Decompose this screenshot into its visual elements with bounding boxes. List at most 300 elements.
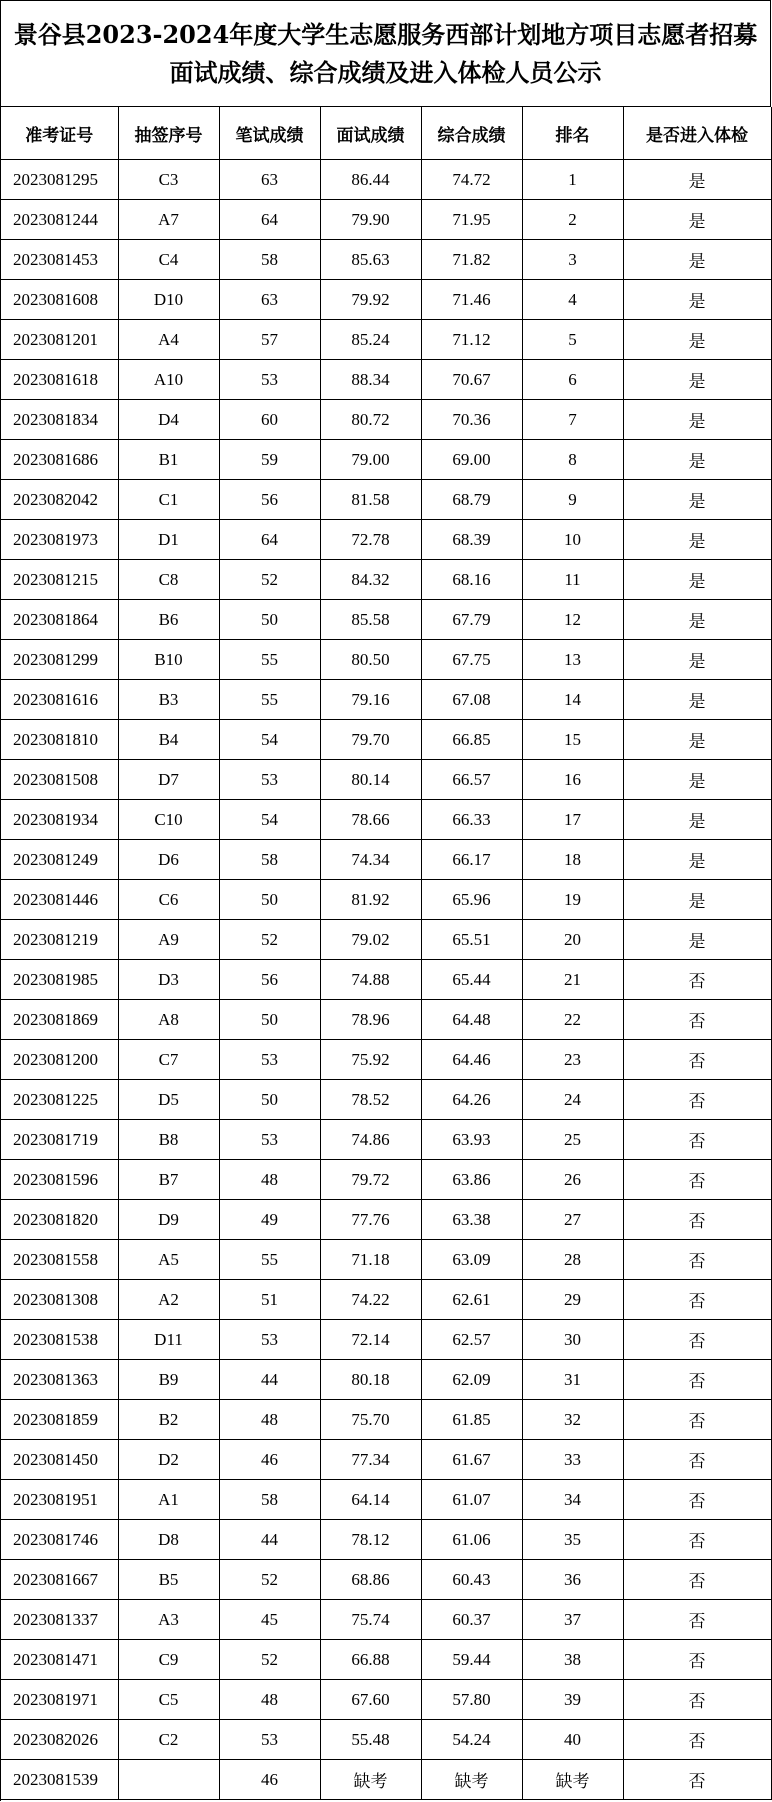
draw-number-cell: A10 (118, 360, 219, 400)
header-interview-score: 面试成绩 (320, 107, 421, 160)
total-score-cell: 64.46 (421, 1040, 522, 1080)
interview-score-cell: 78.52 (320, 1080, 421, 1120)
rank-cell: 31 (522, 1360, 623, 1400)
rank-cell: 27 (522, 1200, 623, 1240)
written-score-cell: 58 (219, 1480, 320, 1520)
rank-cell: 34 (522, 1480, 623, 1520)
exam-id-cell: 2023081608 (1, 280, 118, 320)
table-row (1, 1120, 771, 1160)
exam-id-cell: 2023081299 (1, 640, 118, 680)
total-score-cell: 60.37 (421, 1600, 522, 1640)
medical-check-cell: 是 (623, 360, 771, 400)
written-score-cell: 52 (219, 1560, 320, 1600)
interview-score-cell: 79.70 (320, 720, 421, 760)
draw-number-cell: D7 (118, 760, 219, 800)
written-score-cell: 48 (219, 1680, 320, 1720)
table-row (1, 1040, 771, 1080)
written-score-cell: 46 (219, 1440, 320, 1480)
total-score-cell: 62.09 (421, 1360, 522, 1400)
exam-id-cell: 2023081363 (1, 1360, 118, 1400)
total-score-cell: 66.85 (421, 720, 522, 760)
total-score-cell: 62.57 (421, 1320, 522, 1360)
medical-check-cell: 否 (623, 960, 771, 1000)
total-score-cell: 64.48 (421, 1000, 522, 1040)
draw-number-cell: D2 (118, 1440, 219, 1480)
exam-id-cell: 2023081244 (1, 200, 118, 240)
draw-number-cell: D10 (118, 280, 219, 320)
interview-score-cell: 66.88 (320, 1640, 421, 1680)
total-score-cell: 61.06 (421, 1520, 522, 1560)
header-exam-id: 准考证号 (1, 107, 118, 160)
total-score-cell: 64.26 (421, 1080, 522, 1120)
header-rank: 排名 (522, 107, 623, 160)
table-row (1, 1200, 771, 1240)
exam-id-cell: 2023082042 (1, 480, 118, 520)
interview-score-cell: 81.92 (320, 880, 421, 920)
interview-score-cell: 79.00 (320, 440, 421, 480)
table-row (1, 1640, 771, 1680)
medical-check-cell: 是 (623, 680, 771, 720)
written-score-cell: 53 (219, 1720, 320, 1760)
draw-number-cell: B9 (118, 1360, 219, 1400)
medical-check-cell: 否 (623, 1720, 771, 1760)
table-row (1, 1160, 771, 1200)
medical-check-cell: 否 (623, 1160, 771, 1200)
rank-cell: 10 (522, 520, 623, 560)
header-written-score: 笔试成绩 (219, 107, 320, 160)
medical-check-cell: 否 (623, 1240, 771, 1280)
written-score-cell: 57 (219, 320, 320, 360)
rank-cell: 13 (522, 640, 623, 680)
rank-cell: 20 (522, 920, 623, 960)
draw-number-cell: D3 (118, 960, 219, 1000)
exam-id-cell: 2023081934 (1, 800, 118, 840)
table-row (1, 240, 771, 280)
rank-cell: 15 (522, 720, 623, 760)
table-row (1, 400, 771, 440)
draw-number-cell: B6 (118, 600, 219, 640)
medical-check-cell: 否 (623, 1080, 771, 1120)
rank-cell: 14 (522, 680, 623, 720)
total-score-cell: 65.96 (421, 880, 522, 920)
exam-id-cell: 2023081219 (1, 920, 118, 960)
medical-check-cell: 否 (623, 1520, 771, 1560)
total-score-cell: 66.33 (421, 800, 522, 840)
total-score-cell: 62.61 (421, 1280, 522, 1320)
rank-cell: 11 (522, 560, 623, 600)
table-row (1, 1240, 771, 1280)
total-score-cell: 61.85 (421, 1400, 522, 1440)
medical-check-cell: 是 (623, 320, 771, 360)
interview-score-cell: 78.66 (320, 800, 421, 840)
written-score-cell: 53 (219, 1040, 320, 1080)
interview-score-cell: 80.50 (320, 640, 421, 680)
written-score-cell: 53 (219, 1320, 320, 1360)
medical-check-cell: 是 (623, 280, 771, 320)
written-score-cell: 52 (219, 560, 320, 600)
interview-score-cell: 74.88 (320, 960, 421, 1000)
interview-score-cell: 79.92 (320, 280, 421, 320)
interview-score-cell: 77.76 (320, 1200, 421, 1240)
written-score-cell: 48 (219, 1400, 320, 1440)
rank-cell: 25 (522, 1120, 623, 1160)
table-row (1, 1080, 771, 1120)
exam-id-cell: 2023081539 (1, 1760, 118, 1800)
exam-id-cell: 2023081596 (1, 1160, 118, 1200)
exam-id-cell: 2023081308 (1, 1280, 118, 1320)
interview-score-cell: 55.48 (320, 1720, 421, 1760)
rank-cell: 18 (522, 840, 623, 880)
total-score-cell: 67.08 (421, 680, 522, 720)
draw-number-cell: C7 (118, 1040, 219, 1080)
rank-cell: 4 (522, 280, 623, 320)
medical-check-cell: 是 (623, 400, 771, 440)
rank-cell: 36 (522, 1560, 623, 1600)
medical-check-cell: 是 (623, 840, 771, 880)
table-row (1, 760, 771, 800)
total-score-cell: 70.36 (421, 400, 522, 440)
table-row (1, 360, 771, 400)
written-score-cell: 64 (219, 520, 320, 560)
draw-number-cell: D5 (118, 1080, 219, 1120)
written-score-cell: 53 (219, 1120, 320, 1160)
table-row (1, 720, 771, 760)
exam-id-cell: 2023081337 (1, 1600, 118, 1640)
medical-check-cell: 否 (623, 1040, 771, 1080)
interview-score-cell: 74.22 (320, 1280, 421, 1320)
draw-number-cell: A9 (118, 920, 219, 960)
table-row (1, 560, 771, 600)
rank-cell: 39 (522, 1680, 623, 1720)
medical-check-cell: 否 (623, 1320, 771, 1360)
rank-cell: 40 (522, 1720, 623, 1760)
draw-number-cell: C10 (118, 800, 219, 840)
interview-score-cell: 77.34 (320, 1440, 421, 1480)
written-score-cell: 50 (219, 600, 320, 640)
draw-number-cell: B7 (118, 1160, 219, 1200)
medical-check-cell: 否 (623, 1480, 771, 1520)
rank-cell: 9 (522, 480, 623, 520)
table-header (1, 107, 771, 160)
draw-number-cell: D8 (118, 1520, 219, 1560)
draw-number-cell: A3 (118, 1600, 219, 1640)
interview-score-cell: 72.14 (320, 1320, 421, 1360)
interview-score-cell: 85.24 (320, 320, 421, 360)
draw-number-cell: A1 (118, 1480, 219, 1520)
rank-cell: 32 (522, 1400, 623, 1440)
written-score-cell: 59 (219, 440, 320, 480)
interview-score-cell: 86.44 (320, 160, 421, 200)
interview-score-cell: 71.18 (320, 1240, 421, 1280)
interview-score-cell: 79.02 (320, 920, 421, 960)
total-score-cell: 68.79 (421, 480, 522, 520)
medical-check-cell: 是 (623, 880, 771, 920)
interview-score-cell: 80.18 (320, 1360, 421, 1400)
exam-id-cell: 2023081686 (1, 440, 118, 480)
total-score-cell: 66.57 (421, 760, 522, 800)
interview-score-cell: 68.86 (320, 1560, 421, 1600)
draw-number-cell: B8 (118, 1120, 219, 1160)
table-row (1, 160, 771, 200)
medical-check-cell: 是 (623, 200, 771, 240)
table-row (1, 1680, 771, 1720)
exam-id-cell: 2023081971 (1, 1680, 118, 1720)
rank-cell: 2 (522, 200, 623, 240)
rank-cell: 35 (522, 1520, 623, 1560)
total-score-cell: 61.07 (421, 1480, 522, 1520)
exam-id-cell: 2023081453 (1, 240, 118, 280)
medical-check-cell: 否 (623, 1360, 771, 1400)
exam-id-cell: 2023081201 (1, 320, 118, 360)
interview-score-cell: 85.63 (320, 240, 421, 280)
medical-check-cell: 否 (623, 1440, 771, 1480)
exam-id-cell: 2023081820 (1, 1200, 118, 1240)
total-score-cell: 68.16 (421, 560, 522, 600)
written-score-cell: 63 (219, 280, 320, 320)
rank-cell: 16 (522, 760, 623, 800)
draw-number-cell (118, 1760, 219, 1800)
table-row (1, 1320, 771, 1360)
draw-number-cell: D1 (118, 520, 219, 560)
rank-cell: 8 (522, 440, 623, 480)
rank-cell: 38 (522, 1640, 623, 1680)
draw-number-cell: D11 (118, 1320, 219, 1360)
total-score-cell: 63.09 (421, 1240, 522, 1280)
total-score-cell: 缺考 (421, 1760, 522, 1800)
exam-id-cell: 2023081446 (1, 880, 118, 920)
medical-check-cell: 否 (623, 1120, 771, 1160)
exam-id-cell: 2023081869 (1, 1000, 118, 1040)
total-score-cell: 71.46 (421, 280, 522, 320)
table-row (1, 1760, 771, 1800)
medical-check-cell: 是 (623, 720, 771, 760)
exam-id-cell: 2023081249 (1, 840, 118, 880)
rank-cell: 缺考 (522, 1760, 623, 1800)
rank-cell: 30 (522, 1320, 623, 1360)
draw-number-cell: D4 (118, 400, 219, 440)
written-score-cell: 53 (219, 760, 320, 800)
written-score-cell: 48 (219, 1160, 320, 1200)
draw-number-cell: D6 (118, 840, 219, 880)
header-medical-check: 是否进入体检 (623, 107, 771, 160)
exam-id-cell: 2023081834 (1, 400, 118, 440)
medical-check-cell: 是 (623, 240, 771, 280)
rank-cell: 3 (522, 240, 623, 280)
table-row (1, 680, 771, 720)
total-score-cell: 74.72 (421, 160, 522, 200)
exam-id-cell: 2023081864 (1, 600, 118, 640)
total-score-cell: 71.95 (421, 200, 522, 240)
written-score-cell: 60 (219, 400, 320, 440)
table-row (1, 800, 771, 840)
table-row (1, 440, 771, 480)
table-body (1, 160, 771, 1800)
medical-check-cell: 是 (623, 160, 771, 200)
total-score-cell: 67.75 (421, 640, 522, 680)
exam-id-cell: 2023081471 (1, 1640, 118, 1680)
written-score-cell: 63 (219, 160, 320, 200)
total-score-cell: 65.51 (421, 920, 522, 960)
interview-score-cell: 84.32 (320, 560, 421, 600)
total-score-cell: 63.38 (421, 1200, 522, 1240)
interview-score-cell: 79.72 (320, 1160, 421, 1200)
total-score-cell: 66.17 (421, 840, 522, 880)
written-score-cell: 58 (219, 840, 320, 880)
medical-check-cell: 是 (623, 440, 771, 480)
rank-cell: 33 (522, 1440, 623, 1480)
header-total-score: 综合成绩 (421, 107, 522, 160)
interview-score-cell: 75.70 (320, 1400, 421, 1440)
rank-cell: 29 (522, 1280, 623, 1320)
medical-check-cell: 是 (623, 800, 771, 840)
total-score-cell: 59.44 (421, 1640, 522, 1680)
written-score-cell: 52 (219, 1640, 320, 1680)
header-row (1, 107, 771, 160)
medical-check-cell: 否 (623, 1000, 771, 1040)
exam-id-cell: 2023081618 (1, 360, 118, 400)
header-draw-number: 抽签序号 (118, 107, 219, 160)
table-row (1, 840, 771, 880)
total-score-cell: 71.12 (421, 320, 522, 360)
table-row (1, 1720, 771, 1760)
exam-id-cell: 2023081450 (1, 1440, 118, 1480)
draw-number-cell: B1 (118, 440, 219, 480)
exam-id-cell: 2023081667 (1, 1560, 118, 1600)
draw-number-cell: B4 (118, 720, 219, 760)
written-score-cell: 52 (219, 920, 320, 960)
interview-score-cell: 78.12 (320, 1520, 421, 1560)
medical-check-cell: 否 (623, 1600, 771, 1640)
total-score-cell: 71.82 (421, 240, 522, 280)
draw-number-cell: C9 (118, 1640, 219, 1680)
exam-id-cell: 2023081215 (1, 560, 118, 600)
draw-number-cell: C3 (118, 160, 219, 200)
exam-id-cell: 2023082026 (1, 1720, 118, 1760)
exam-id-cell: 2023081558 (1, 1240, 118, 1280)
written-score-cell: 50 (219, 880, 320, 920)
interview-score-cell: 85.58 (320, 600, 421, 640)
written-score-cell: 53 (219, 360, 320, 400)
written-score-cell: 44 (219, 1360, 320, 1400)
table-row (1, 1440, 771, 1480)
written-score-cell: 51 (219, 1280, 320, 1320)
medical-check-cell: 是 (623, 640, 771, 680)
draw-number-cell: C2 (118, 1720, 219, 1760)
medical-check-cell: 是 (623, 480, 771, 520)
rank-cell: 28 (522, 1240, 623, 1280)
table-row (1, 1520, 771, 1560)
written-score-cell: 56 (219, 480, 320, 520)
written-score-cell: 56 (219, 960, 320, 1000)
results-table (1, 107, 772, 1800)
written-score-cell: 55 (219, 1240, 320, 1280)
table-row (1, 1280, 771, 1320)
rank-cell: 7 (522, 400, 623, 440)
table-row (1, 1400, 771, 1440)
draw-number-cell: C1 (118, 480, 219, 520)
medical-check-cell: 否 (623, 1760, 771, 1800)
rank-cell: 12 (522, 600, 623, 640)
written-score-cell: 55 (219, 640, 320, 680)
interview-score-cell: 74.86 (320, 1120, 421, 1160)
medical-check-cell: 是 (623, 520, 771, 560)
medical-check-cell: 否 (623, 1560, 771, 1600)
rank-cell: 23 (522, 1040, 623, 1080)
draw-number-cell: B2 (118, 1400, 219, 1440)
written-score-cell: 54 (219, 720, 320, 760)
total-score-cell: 57.80 (421, 1680, 522, 1720)
table-row (1, 1360, 771, 1400)
rank-cell: 1 (522, 160, 623, 200)
total-score-cell: 60.43 (421, 1560, 522, 1600)
exam-id-cell: 2023081616 (1, 680, 118, 720)
rank-cell: 5 (522, 320, 623, 360)
rank-cell: 17 (522, 800, 623, 840)
interview-score-cell: 78.96 (320, 1000, 421, 1040)
interview-score-cell: 88.34 (320, 360, 421, 400)
draw-number-cell: C4 (118, 240, 219, 280)
table-row (1, 920, 771, 960)
medical-check-cell: 否 (623, 1280, 771, 1320)
interview-score-cell: 67.60 (320, 1680, 421, 1720)
written-score-cell: 50 (219, 1080, 320, 1120)
rank-cell: 19 (522, 880, 623, 920)
table-row (1, 520, 771, 560)
written-score-cell: 58 (219, 240, 320, 280)
medical-check-cell: 是 (623, 760, 771, 800)
exam-id-cell: 2023081538 (1, 1320, 118, 1360)
draw-number-cell: A7 (118, 200, 219, 240)
table-row (1, 320, 771, 360)
medical-check-cell: 否 (623, 1200, 771, 1240)
draw-number-cell: C8 (118, 560, 219, 600)
written-score-cell: 46 (219, 1760, 320, 1800)
medical-check-cell: 否 (623, 1640, 771, 1680)
medical-check-cell: 是 (623, 560, 771, 600)
draw-number-cell: A2 (118, 1280, 219, 1320)
written-score-cell: 45 (219, 1600, 320, 1640)
written-score-cell: 64 (219, 200, 320, 240)
interview-score-cell: 缺考 (320, 1760, 421, 1800)
table-row (1, 960, 771, 1000)
rank-cell: 6 (522, 360, 623, 400)
medical-check-cell: 是 (623, 920, 771, 960)
table-row (1, 480, 771, 520)
rank-cell: 22 (522, 1000, 623, 1040)
total-score-cell: 61.67 (421, 1440, 522, 1480)
interview-score-cell: 80.14 (320, 760, 421, 800)
interview-score-cell: 72.78 (320, 520, 421, 560)
written-score-cell: 49 (219, 1200, 320, 1240)
total-score-cell: 70.67 (421, 360, 522, 400)
table-row (1, 1560, 771, 1600)
total-score-cell: 68.39 (421, 520, 522, 560)
table-row (1, 280, 771, 320)
draw-number-cell: A5 (118, 1240, 219, 1280)
table-row (1, 1000, 771, 1040)
interview-score-cell: 74.34 (320, 840, 421, 880)
interview-score-cell: 79.90 (320, 200, 421, 240)
exam-id-cell: 2023081746 (1, 1520, 118, 1560)
written-score-cell: 54 (219, 800, 320, 840)
page-title: 景谷县2023-2024年度大学生志愿服务西部计划地方项目志愿者招募面试成绩、综合成绩及进入体检人员公示 (1, 1, 771, 107)
exam-id-cell: 2023081973 (1, 520, 118, 560)
exam-id-cell: 2023081200 (1, 1040, 118, 1080)
table-row (1, 640, 771, 680)
rank-cell: 26 (522, 1160, 623, 1200)
exam-id-cell: 2023081810 (1, 720, 118, 760)
total-score-cell: 67.79 (421, 600, 522, 640)
